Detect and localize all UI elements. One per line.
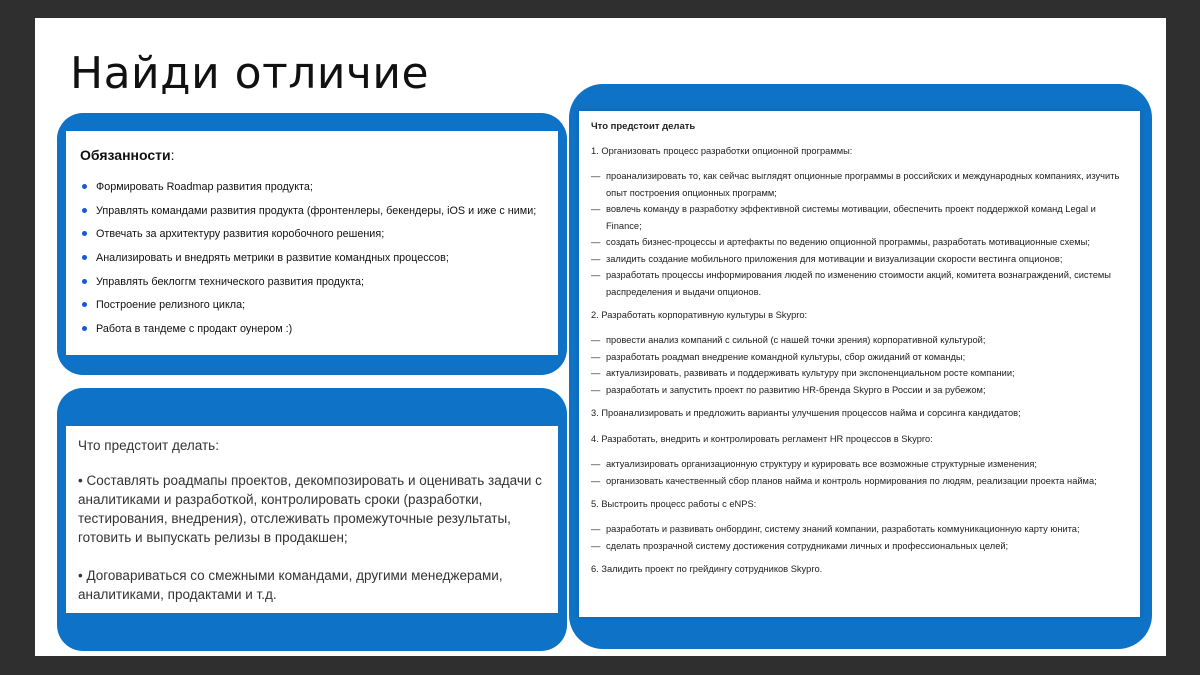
skypro-task-item xyxy=(591,332,1130,349)
duties-list-item xyxy=(80,322,558,346)
skypro-task-item xyxy=(591,168,1130,201)
skypro-task-text: вовлечь команду в разработку эффективной системы мотивации, обеспечить проект поддержкой команд Legal и Finance; xyxy=(606,204,1096,231)
skypro-task-item xyxy=(591,473,1130,490)
skypro-section-title: 4. Разработать, внедрить и контролировать регламент HR процессов в Skypro: xyxy=(591,434,933,444)
skypro-task-text: сделать прозрачной систему достижения сотрудниками личных и профессиональных целей; xyxy=(606,540,1009,551)
skypro-section-title: 5. Выстроить процесс работы с eNPS: xyxy=(591,499,757,509)
dash-icon: — xyxy=(591,351,601,362)
duties-list-item xyxy=(80,275,558,299)
dash-icon: — xyxy=(591,171,601,181)
skypro-task-item xyxy=(591,365,1130,382)
duties-heading-text: Обязанности xyxy=(80,147,171,163)
duties-panel xyxy=(66,131,558,355)
duties-list xyxy=(80,180,558,346)
skypro-panel xyxy=(579,111,1140,617)
bullet-icon xyxy=(82,231,87,236)
skypro-task-text: залидить создание мобильного приложения для мотивации и визуализации скорости вестинга опционов; xyxy=(606,253,1063,264)
skypro-task-item xyxy=(591,251,1130,268)
duties-item-text: Работа в тандеме с продакт оунером :) xyxy=(96,323,293,336)
skypro-task-text: разработать и запустить проект по развитию HR-бренда Skypro в России и за рубежом; xyxy=(606,384,986,395)
todo-heading: Что предстоит делать: xyxy=(78,438,219,453)
bullet-icon xyxy=(82,255,87,260)
skypro-task-text: актуализировать, развивать и поддерживать культуру при экспоненциальном росте компании; xyxy=(606,368,1015,378)
skypro-task-text: разработать и развивать онбординг, систему знаний компании, разработать коммуникационную карту юнита; xyxy=(606,524,1080,534)
dash-icon: — xyxy=(591,270,601,280)
skypro-task-text: проанализировать то, как сейчас выглядят опционные программы в российских и международных компаниях, изучить опыт построения опционных программ; xyxy=(606,171,1120,198)
dash-icon: — xyxy=(591,475,601,486)
bullet-icon xyxy=(82,279,87,284)
skypro-section-title: 6. Залидить проект по грейдингу сотрудников Skypro. xyxy=(591,564,823,574)
skypro-task-item xyxy=(591,538,1130,555)
dash-icon: — xyxy=(591,335,601,345)
skypro-task-item xyxy=(591,349,1130,366)
skypro-task-item xyxy=(591,382,1130,399)
skypro-heading: Что предстоит делать xyxy=(591,121,696,132)
duties-item-text: Управлять беклоггм технического развития продукта; xyxy=(96,275,365,288)
dash-icon: — xyxy=(591,253,601,264)
todo-item: • Составлять роадмапы проектов, декомпозировать и оценивать задачи с аналитиками и разработкой, контролировать сроки (разработки, тестирования, внедрения), отслеживать промежуточные результаты, готовить и выпускать релизы в продакшен; xyxy=(78,473,542,545)
skypro-task-text: актуализировать организационную структуру и курировать все возможные структурные изменения; xyxy=(606,459,1037,469)
duties-item-text: Построение релизного цикла; xyxy=(96,299,246,312)
skypro-task-item xyxy=(591,201,1130,234)
duties-heading-colon: : xyxy=(170,147,175,163)
bullet-icon xyxy=(82,302,87,307)
skypro-task-item xyxy=(591,521,1130,538)
skypro-task-item xyxy=(591,456,1130,473)
dash-icon: — xyxy=(591,540,601,551)
slide-title: Найди отличие xyxy=(70,48,430,99)
duties-item-text: Анализировать и внедрять метрики в развитие командных процессов; xyxy=(96,252,449,265)
skypro-task-text: организовать качественный сбор планов найма и контроль нормирования по людям, реализации проекта найма; xyxy=(606,475,1097,486)
dash-icon: — xyxy=(591,524,601,534)
duties-list-item xyxy=(80,251,558,275)
duties-list-item xyxy=(80,298,558,322)
skypro-task-item xyxy=(591,267,1130,300)
duties-list-item xyxy=(80,227,558,251)
skypro-task-text: разработать процессы информирования людей по изменению стоимости акций, комитета вознаграждений, системы распределения и выдачи опционов. xyxy=(606,270,1111,297)
todo-panel xyxy=(66,426,558,613)
duties-list-item xyxy=(80,204,558,228)
skypro-section-title: 3. Проанализировать и предложить варианты улучшения процессов найма и сорсинга кандидатов; xyxy=(591,408,1021,418)
duties-item-text: Управлять командами развития продукта (фронтенлеры, бекендеры, iOS и иже с ними; xyxy=(96,204,537,217)
todo-item: • Договариваться со смежными командами, другими менеджерами, аналитиками, продактами и т.д. xyxy=(78,568,503,602)
dash-icon: — xyxy=(591,384,601,395)
skypro-task-text: создать бизнес-процессы и артефакты по ведению опционной программы, разработать мотивационные схемы; xyxy=(606,237,1090,247)
duties-list-item xyxy=(80,180,558,204)
dash-icon: — xyxy=(591,368,601,378)
skypro-section-title: 2. Разработать корпоративную культуры в Skypro: xyxy=(591,310,808,320)
duties-item-text: Формировать Roadmap развития продукта; xyxy=(96,181,313,193)
skypro-task-item xyxy=(591,234,1130,251)
bullet-icon xyxy=(82,326,87,331)
skypro-section-title: 1. Организовать процесс разработки опционной программы: xyxy=(591,146,853,156)
skypro-task-text: разработать роадмап внедрение командной культуры, сбор ожиданий от команды; xyxy=(606,351,966,362)
duties-item-text: Отвечать за архитектуру развития коробочного решения; xyxy=(96,228,385,241)
duties-heading xyxy=(80,147,558,163)
dash-icon: — xyxy=(591,204,601,214)
skypro-task-text: провести анализ компаний с сильной (с нашей точки зрения) корпоративной культурой; xyxy=(606,335,986,345)
dash-icon: — xyxy=(591,459,601,469)
bullet-icon xyxy=(82,208,87,213)
dash-icon: — xyxy=(591,237,601,247)
bullet-icon xyxy=(82,184,87,189)
